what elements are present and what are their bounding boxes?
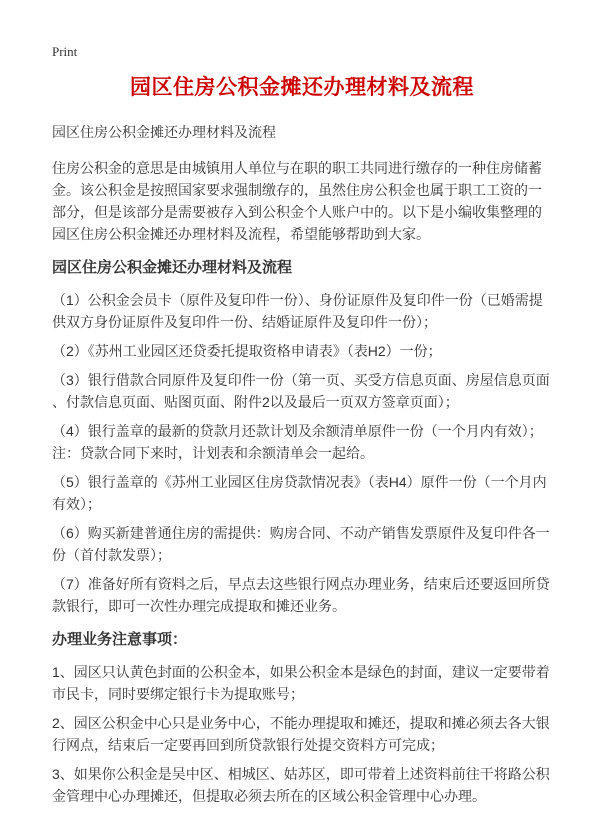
print-link[interactable]: Print <box>52 44 78 59</box>
note-item-2: 2、园区公积金中心只是业务中心，不能办理提取和摊还，提取和摊必须去各大银行网点，结束后一定要再回到所贷款银行处提交资料方可完成； <box>52 715 550 753</box>
material-item-2: （2）《苏州工业园区还贷委托提取资格申请表》（表H2）一份； <box>52 343 442 359</box>
intro-paragraph: 住房公积金的意思是由城镇用人单位与在职的职工共同进行缴存的一种住房储蓄金。该公积金是按照国家要求强制缴存的，虽然住房公积金也属于职工工资的一部分，但是该部分是需要被存入到公积金个人账户中的。以下是小编收集整理的园区住房公积金摊还办理材料及流程，希望能够帮助到大家。 <box>52 160 542 242</box>
material-item-3: （3）银行借款合同原件及复印件一份（第一页、买受方信息页面、房屋信息页面、付款信息页面、贴图页面、附件2以及最后一页双方签章页面）； <box>52 372 550 410</box>
material-item-7: （7）准备好所有资料之后，早点去这些银行网点办理业务，结束后还要返回所贷款银行，即可一次性办理完成提取和摊还业务。 <box>52 576 550 614</box>
material-item-4: （4）银行盖章的最新的贷款月还款计划及余额清单原件一份（一个月内有效）；注：贷款合同下来时，计划表和余额清单会一起给。 <box>52 423 543 461</box>
material-item-1: （1）公积金会员卡（原件及复印件一份）、身份证原件及复印件一份（已婚需提供双方身份证原件及复印件一份、结婚证原件及复印件一份）； <box>52 292 543 330</box>
material-item-5: （5）银行盖章的《苏州工业园区住房贷款情况表》（表H4）原件一份（一个月内有效）； <box>52 474 547 512</box>
notes-section-heading: 办理业务注意事项： <box>52 631 188 648</box>
page-subtitle: 园区住房公积金摊还办理材料及流程 <box>52 124 276 140</box>
material-item-6: （6）购买新建普通住房的需提供：购房合同、不动产销售发票原件及复印件各一份（首付款发票）； <box>52 525 550 563</box>
page-title: 园区住房公积金摊还办理材料及流程 <box>130 76 474 99</box>
note-item-3: 3、如果你公积金是吴中区、相城区、姑苏区，即可带着上述资料前往干将路公积金管理中心办理摊还，但提取必须去所在的区域公积金管理中心办理。 <box>52 766 550 804</box>
materials-section-heading: 园区住房公积金摊还办理材料及流程 <box>52 259 293 276</box>
note-item-1: 1、园区只认黄色封面的公积金本，如果公积金本是绿色的封面，建议一定要带着市民卡，同时要绑定银行卡为提取账号； <box>52 664 550 702</box>
